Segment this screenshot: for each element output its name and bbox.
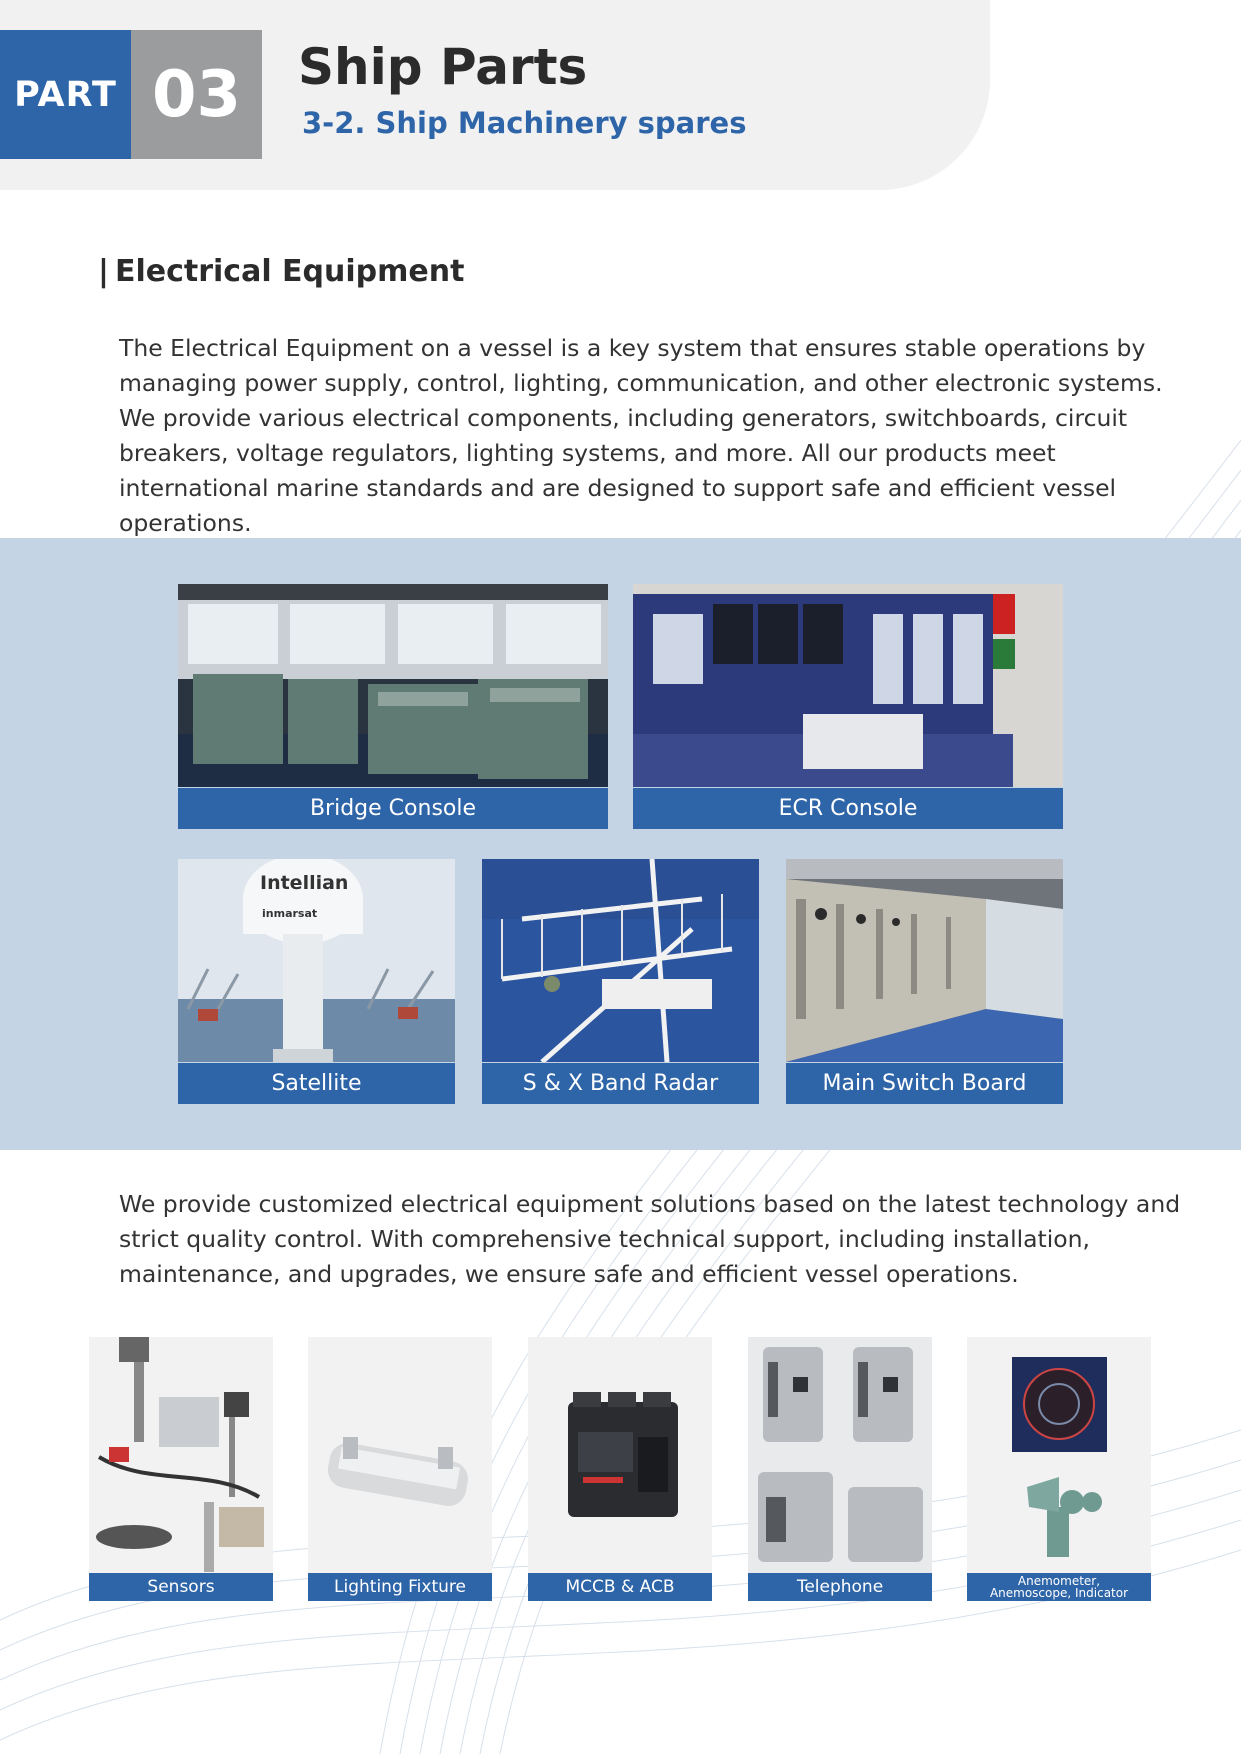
radar-tile: [482, 859, 759, 1104]
anemometer-caption-line1: Anemometer,: [1017, 1574, 1101, 1588]
telephone-image: [748, 1337, 932, 1573]
mccb-acb-caption: MCCB & ACB: [528, 1573, 712, 1601]
satellite-brand2: inmarsat: [262, 907, 318, 920]
sensors-tile: [89, 1337, 273, 1601]
radar-image: [482, 859, 759, 1062]
part-label: PART: [0, 30, 131, 159]
bridge-console-image: [178, 584, 608, 787]
lighting-fixture-caption: Lighting Fixture: [308, 1573, 492, 1601]
mccb-acb-image: [528, 1337, 712, 1573]
anemometer-image: [967, 1337, 1151, 1573]
mccb-acb-tile: [528, 1337, 712, 1601]
page-subtitle: 3-2. Ship Machinery spares: [302, 106, 747, 140]
satellite-brand: Intellian: [260, 872, 349, 894]
sensors-caption: Sensors: [89, 1573, 273, 1601]
satellite-caption: Satellite: [178, 1063, 455, 1104]
bridge-console-caption: Bridge Console: [178, 788, 608, 829]
bridge-console-tile: [178, 584, 608, 829]
sensors-image: [89, 1337, 273, 1573]
part-number: 03: [131, 30, 262, 159]
telephone-caption: Telephone: [748, 1573, 932, 1601]
page-title: Ship Parts: [298, 38, 588, 96]
main-switch-board-image: [786, 859, 1063, 1062]
lighting-fixture-image: [308, 1337, 492, 1573]
radar-caption: S & X Band Radar: [482, 1063, 759, 1104]
anemometer-caption-line2: Anemoscope, Indicator: [989, 1586, 1129, 1600]
satellite-tile: [178, 859, 455, 1104]
section-heading: [98, 254, 464, 289]
ecr-console-caption: ECR Console: [633, 788, 1063, 829]
anemometer-caption: [967, 1573, 1151, 1601]
heading-bar: |: [98, 254, 109, 289]
ecr-console-image: [633, 584, 1063, 787]
section-heading-text: Electrical Equipment: [114, 254, 465, 289]
intro-paragraph: The Electrical Equipment on a vessel is a key system that ensures stable operations by managing power supply, control, lighting, communication, and other electronic systems. We provide various electrical components, including generators, switchboards, circuit breakers, voltage regulators, lighting systems, and more. All our products meet international marine standards and are designed to support safe and efficient vessel operations.: [119, 334, 1163, 537]
telephone-tile: [748, 1337, 932, 1601]
outro-paragraph: We provide customized electrical equipment solutions based on the latest technology and strict quality control. With comprehensive technical support, including installation, maintenance, and upgrades, we ensure safe and efficient vessel operations.: [119, 1190, 1181, 1288]
main-switch-board-caption: Main Switch Board: [786, 1063, 1063, 1104]
main-switch-board-tile: [786, 859, 1063, 1104]
lighting-fixture-tile: [308, 1337, 492, 1601]
ecr-console-tile: [633, 584, 1063, 829]
anemometer-tile: [967, 1337, 1151, 1601]
